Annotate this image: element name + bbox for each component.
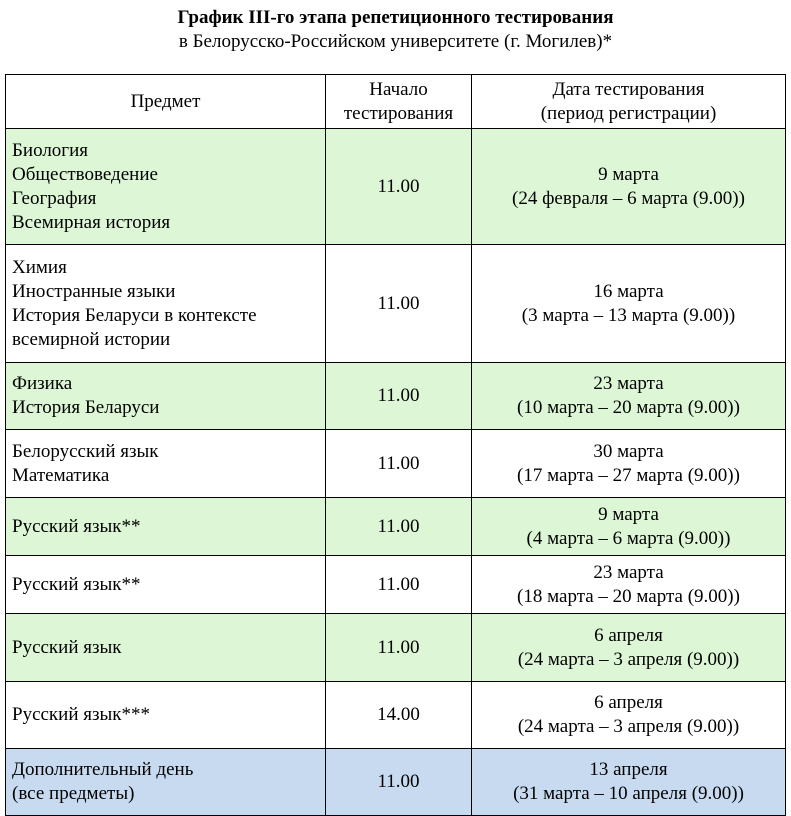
date-cell <box>472 129 786 245</box>
subject-name: Русский язык <box>12 636 122 658</box>
subject-name: Всемирная история <box>12 211 171 233</box>
subject-name: Белорусский язык <box>12 440 159 462</box>
subject-name: Физика <box>12 373 73 394</box>
start-time-cell: 11.00 <box>326 245 472 363</box>
header-start <box>326 75 472 129</box>
table-row <box>6 430 786 498</box>
subject-name: Русский язык*** <box>12 704 150 725</box>
test-date: 16 марта <box>593 280 664 302</box>
table-row <box>6 498 786 556</box>
subject-cell <box>6 682 326 749</box>
table-row <box>6 363 786 430</box>
registration-period: (4 марта – 6 марта (9.00)) <box>526 527 731 549</box>
header-subject: Предмет <box>6 75 326 129</box>
registration-period: (24 марта – 3 апреля (9.00)) <box>517 648 740 670</box>
date-cell <box>472 682 786 749</box>
date-cell <box>472 614 786 682</box>
table-row <box>6 556 786 614</box>
test-date: 9 марта <box>598 503 659 525</box>
title-block <box>0 0 791 60</box>
table-row <box>6 245 786 363</box>
subject-cell <box>6 245 326 363</box>
registration-period: (24 марта – 3 апреля (9.00)) <box>517 716 740 737</box>
test-date: 13 апреля <box>589 759 668 780</box>
subject-name: Химия <box>12 256 67 278</box>
start-time-cell: 11.00 <box>326 498 472 556</box>
schedule-table <box>5 74 786 816</box>
subject-cell <box>6 430 326 498</box>
subject-name: Обществоведение <box>12 163 158 185</box>
registration-period: (10 марта – 20 марта (9.00)) <box>517 397 740 418</box>
table-row <box>6 614 786 682</box>
test-date: 6 апреля <box>594 692 663 713</box>
subject-name: География <box>12 187 97 209</box>
registration-period: (17 марта – 27 марта (9.00)) <box>517 464 740 486</box>
subject-cell <box>6 498 326 556</box>
date-cell <box>472 430 786 498</box>
header-row <box>6 75 786 129</box>
subject-cell <box>6 614 326 682</box>
registration-period: (18 марта – 20 марта (9.00)) <box>517 585 740 607</box>
document-subtitle: в Белорусско-Российском университете (г. Могилев)* <box>178 31 613 52</box>
subject-cell <box>6 363 326 430</box>
date-cell <box>472 245 786 363</box>
date-cell <box>472 363 786 430</box>
header-start-line-1: Начало <box>369 78 428 100</box>
registration-period: (3 марта – 13 марта (9.00)) <box>521 304 736 326</box>
date-cell <box>472 498 786 556</box>
start-time-cell: 11.00 <box>326 556 472 614</box>
subject-name: (все предметы) <box>12 783 135 804</box>
subject-cell <box>6 556 326 614</box>
subject-name: Дополнительный день <box>12 759 194 780</box>
test-date: 9 марта <box>598 163 659 185</box>
subject-name: История Беларуси в контексте <box>12 304 257 326</box>
subject-name: Биология <box>12 139 89 161</box>
registration-period: (24 февраля – 6 марта (9.00)) <box>512 187 745 209</box>
test-date: 23 марта <box>593 373 664 394</box>
registration-period: (31 марта – 10 апреля (9.00)) <box>513 783 744 804</box>
table-row <box>6 749 786 816</box>
test-date: 30 марта <box>593 440 664 462</box>
subject-name: Иностранные языки <box>12 280 176 302</box>
subject-name: История Беларуси <box>12 397 160 418</box>
header-date-line-2: (период регистрации) <box>540 102 717 124</box>
start-time-cell: 11.00 <box>326 430 472 498</box>
header-start-line-2: тестирования <box>343 102 454 124</box>
subject-name: всемирной истории <box>12 328 171 350</box>
subject-name: Математика <box>12 464 110 486</box>
test-date: 6 апреля <box>594 624 663 646</box>
date-cell <box>472 556 786 614</box>
start-time-cell: 14.00 <box>326 682 472 749</box>
start-time-cell: 11.00 <box>326 129 472 245</box>
test-date: 23 марта <box>593 561 664 583</box>
header-date-line-1: Дата тестирования <box>552 78 705 100</box>
start-time-cell: 11.00 <box>326 363 472 430</box>
table-row <box>6 682 786 749</box>
start-time-cell: 11.00 <box>326 749 472 816</box>
subject-name: Русский язык** <box>12 515 141 537</box>
subject-cell <box>6 749 326 816</box>
subject-cell <box>6 129 326 245</box>
table-row <box>6 129 786 245</box>
document-title: График III-го этапа репетиционного тестирования <box>177 7 614 28</box>
start-time-cell: 11.00 <box>326 614 472 682</box>
date-cell <box>472 749 786 816</box>
subject-name: Русский язык** <box>12 573 141 595</box>
header-date <box>472 75 786 129</box>
